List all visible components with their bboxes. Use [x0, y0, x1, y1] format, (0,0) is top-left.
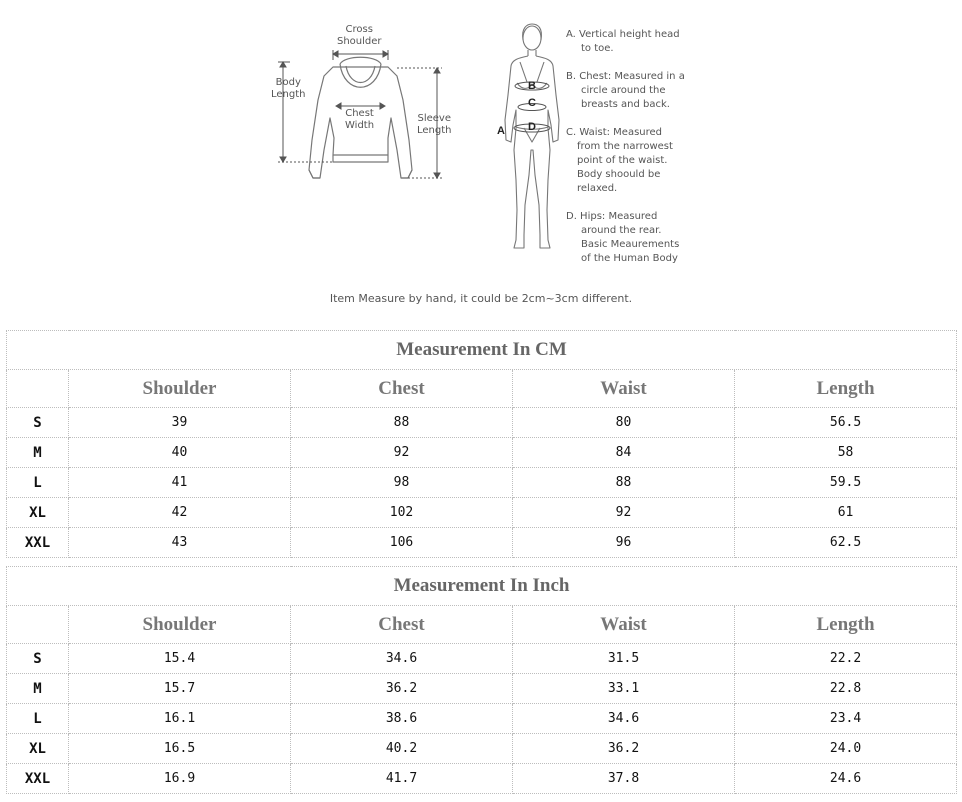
- body-letter-b: B: [528, 80, 536, 92]
- note-c-line1: C. Waist: Measured: [566, 127, 663, 138]
- body-letter-a: A: [497, 125, 505, 137]
- length-cell: 56.5: [735, 408, 957, 438]
- chest-cell: 88: [291, 408, 513, 438]
- shoulder-cell: 16.5: [69, 734, 291, 764]
- chest-width-line1: Chest: [345, 108, 374, 119]
- table-row: [7, 644, 957, 674]
- body-length-line2: Length: [271, 89, 306, 100]
- table-title: Measurement In Inch: [7, 567, 957, 606]
- size-cell: L: [7, 468, 69, 498]
- cross-shoulder-line1: Cross: [345, 24, 373, 35]
- size-table-inch: [6, 566, 957, 794]
- body-letter-c: C: [528, 97, 536, 109]
- size-cell: XXL: [7, 764, 69, 794]
- size-table-cm: [6, 330, 957, 558]
- table-row: [7, 734, 957, 764]
- header-waist: Waist: [513, 606, 735, 644]
- table-title: Measurement In CM: [7, 331, 957, 370]
- chest-cell: 41.7: [291, 764, 513, 794]
- note-d-line4: of the Human Body: [581, 253, 678, 264]
- chest-cell: 106: [291, 528, 513, 558]
- header-length: Length: [735, 606, 957, 644]
- shoulder-cell: 15.7: [69, 674, 291, 704]
- sleeve-length-line1: Sleeve: [417, 113, 451, 124]
- size-cell: S: [7, 408, 69, 438]
- note-a: [566, 28, 680, 56]
- table-row: [7, 528, 957, 558]
- shoulder-cell: 42: [69, 498, 291, 528]
- note-b-line1: B. Chest: Measured in a: [566, 71, 685, 82]
- header-waist: Waist: [513, 370, 735, 408]
- header-shoulder: Shoulder: [69, 370, 291, 408]
- note-a-line1: A. Vertical height head: [566, 29, 680, 40]
- table-row: [7, 498, 957, 528]
- header-length: Length: [735, 370, 957, 408]
- chest-cell: 38.6: [291, 704, 513, 734]
- waist-cell: 36.2: [513, 734, 735, 764]
- note-d-line1: D. Hips: Measured: [566, 211, 658, 222]
- length-cell: 22.2: [735, 644, 957, 674]
- note-c-line5: relaxed.: [577, 183, 618, 194]
- length-cell: 58: [735, 438, 957, 468]
- chest-cell: 34.6: [291, 644, 513, 674]
- waist-cell: 37.8: [513, 764, 735, 794]
- note-b-line3: breasts and back.: [581, 99, 670, 110]
- waist-cell: 92: [513, 498, 735, 528]
- length-cell: 23.4: [735, 704, 957, 734]
- size-cell: M: [7, 674, 69, 704]
- note-d-line3: Basic Meaurements: [581, 239, 680, 250]
- chest-cell: 92: [291, 438, 513, 468]
- header-size: [7, 370, 69, 408]
- table-row: [7, 764, 957, 794]
- size-cell: XL: [7, 734, 69, 764]
- waist-cell: 96: [513, 528, 735, 558]
- chest-cell: 40.2: [291, 734, 513, 764]
- length-cell: 59.5: [735, 468, 957, 498]
- chest-cell: 98: [291, 468, 513, 498]
- table-row: [7, 408, 957, 438]
- sleeve-length-line2: Length: [417, 125, 452, 136]
- measurement-guide-figure: [0, 0, 962, 320]
- note-c: [566, 126, 673, 196]
- length-cell: 62.5: [735, 528, 957, 558]
- body-letter-d: D: [528, 121, 536, 133]
- waist-cell: 33.1: [513, 674, 735, 704]
- waist-cell: 88: [513, 468, 735, 498]
- shoulder-cell: 15.4: [69, 644, 291, 674]
- note-b: [566, 70, 685, 112]
- waist-cell: 31.5: [513, 644, 735, 674]
- size-cell: XL: [7, 498, 69, 528]
- shoulder-cell: 43: [69, 528, 291, 558]
- size-cell: M: [7, 438, 69, 468]
- note-d-line2: around the rear.: [581, 225, 662, 236]
- header-shoulder: Shoulder: [69, 606, 291, 644]
- header-chest: Chest: [291, 370, 513, 408]
- note-c-line2: from the narrowest: [577, 141, 673, 152]
- chest-width-line2: Width: [345, 120, 375, 131]
- note-a-line2: to toe.: [581, 43, 614, 54]
- shoulder-cell: 40: [69, 438, 291, 468]
- chest-cell: 102: [291, 498, 513, 528]
- waist-cell: 34.6: [513, 704, 735, 734]
- human-body-sketch: [0, 0, 962, 260]
- measurement-disclaimer: Item Measure by hand, it could be 2cm~3cm different.: [329, 292, 633, 305]
- size-cell: XXL: [7, 528, 69, 558]
- length-cell: 61: [735, 498, 957, 528]
- length-cell: 24.6: [735, 764, 957, 794]
- waist-cell: 84: [513, 438, 735, 468]
- note-c-line4: Body shoould be: [577, 169, 661, 180]
- note-c-line3: point of the waist.: [577, 155, 668, 166]
- length-cell: 22.8: [735, 674, 957, 704]
- table-row: [7, 674, 957, 704]
- waist-cell: 80: [513, 408, 735, 438]
- length-cell: 24.0: [735, 734, 957, 764]
- body-length-line1: Body: [275, 77, 301, 88]
- table-row: [7, 704, 957, 734]
- shoulder-cell: 16.9: [69, 764, 291, 794]
- size-cell: S: [7, 644, 69, 674]
- table-row: [7, 468, 957, 498]
- cross-shoulder-line2: Shoulder: [337, 36, 382, 47]
- chest-cell: 36.2: [291, 674, 513, 704]
- size-cell: L: [7, 704, 69, 734]
- shoulder-cell: 41: [69, 468, 291, 498]
- header-chest: Chest: [291, 606, 513, 644]
- note-d: [566, 210, 679, 266]
- shoulder-cell: 16.1: [69, 704, 291, 734]
- shoulder-cell: 39: [69, 408, 291, 438]
- header-size: [7, 606, 69, 644]
- table-row: [7, 438, 957, 468]
- note-b-line2: circle around the: [581, 85, 666, 96]
